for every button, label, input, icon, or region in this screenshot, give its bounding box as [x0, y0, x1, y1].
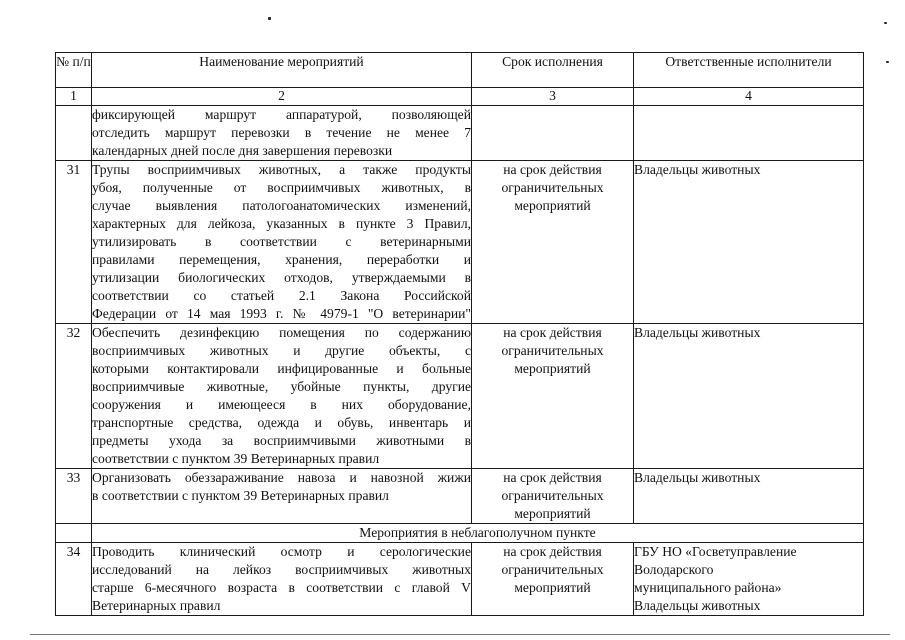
measure-description	[92, 543, 472, 616]
table-row	[56, 161, 864, 324]
row-number: 33	[56, 469, 92, 524]
row-number	[56, 106, 92, 161]
responsible-line: муниципального района»	[634, 580, 782, 595]
text-line: восприимчивых животных и другие объекты, с	[92, 343, 471, 358]
responsible-cell	[634, 543, 864, 616]
text-line: транспортные средства, одежда и обувь, инвентарь и	[92, 415, 471, 430]
section-number-cell	[56, 524, 92, 543]
column-index-row	[56, 88, 864, 106]
text-line: Организовать обеззараживание навоза и навозной жижи	[92, 470, 471, 485]
responsible-line: Владельцы животных	[634, 598, 761, 613]
table-row	[56, 324, 864, 469]
scan-speck	[886, 61, 889, 63]
term-cell	[472, 469, 634, 524]
scan-speck	[884, 22, 887, 24]
column-index: 3	[472, 88, 634, 106]
text-line: соответствии с пунктом 39 Ветеринарных правил	[92, 451, 380, 466]
section-header-row	[56, 524, 864, 543]
term-line: ограничительных	[501, 488, 604, 503]
table-row	[56, 543, 864, 616]
text-line: правилами перемещения, хранения, переработки и	[92, 252, 471, 267]
responsible-cell	[634, 324, 864, 469]
text-line: Федерации от 14 мая 1993 г. № 4979-1 "О ветеринарии"	[92, 306, 471, 321]
section-title: Мероприятия в неблагополучном пункте	[92, 524, 864, 543]
page-bottom-rule	[30, 634, 890, 635]
responsible-line: Володарского	[634, 562, 714, 577]
term-line: мероприятий	[514, 580, 591, 595]
text-line: восприимчивые животные, убойные пункты, другие	[92, 379, 471, 394]
responsible-line: Владельцы животных	[634, 162, 761, 177]
term-cell	[472, 106, 634, 161]
text-line: утилизировать в соответствии с ветеринарными	[92, 234, 471, 249]
responsible-line: Владельцы животных	[634, 470, 761, 485]
text-line: Трупы восприимчивых животных, а также продукты	[92, 162, 471, 177]
text-line: отследить маршрут перевозки в течение не менее 7	[92, 125, 471, 140]
term-line: мероприятий	[514, 198, 591, 213]
term-line: мероприятий	[514, 506, 591, 521]
table-header-row	[56, 53, 864, 88]
responsible-cell	[634, 161, 864, 324]
text-line: Ветеринарных правил	[92, 598, 221, 613]
header-term: Срок исполнения	[472, 53, 634, 88]
term-cell	[472, 543, 634, 616]
text-line: в соответствии с пунктом 39 Ветеринарных правил	[92, 488, 389, 503]
term-line: на срок действия	[503, 162, 602, 177]
term-line: мероприятий	[514, 361, 591, 376]
text-line: характерных для лейкоза, указанных в пункте 3 Правил,	[92, 216, 471, 231]
column-index: 4	[634, 88, 864, 106]
header-measure-name: Наименование мероприятий	[92, 53, 472, 88]
text-line: старше 6-месячного возраста в соответствии с главой V	[92, 580, 471, 595]
header-responsible: Ответственные исполнители	[634, 53, 864, 88]
row-number: 34	[56, 543, 92, 616]
term-cell	[472, 324, 634, 469]
row-number: 32	[56, 324, 92, 469]
table-row	[56, 469, 864, 524]
text-line: предметы ухода за восприимчивыми животными в	[92, 433, 471, 448]
text-line: исследований на лейкоз восприимчивых животных	[92, 562, 471, 577]
term-line: на срок действия	[503, 325, 602, 340]
term-cell	[472, 161, 634, 324]
term-line: на срок действия	[503, 470, 602, 485]
text-line: сооружения и имеющееся в них оборудование,	[92, 397, 471, 412]
measures-table	[55, 52, 864, 616]
measure-description	[92, 106, 472, 161]
text-line: Проводить клинический осмотр и серологические	[92, 544, 471, 559]
column-index: 2	[92, 88, 472, 106]
responsible-line: ГБУ НО «Госветуправление	[634, 544, 797, 559]
term-line: на срок действия	[503, 544, 602, 559]
row-number: 31	[56, 161, 92, 324]
text-line: Обеспечить дезинфекцию помещения по содержанию	[92, 325, 471, 340]
header-number: № п/п	[56, 53, 92, 88]
measure-description	[92, 469, 472, 524]
term-line: ограничительных	[501, 343, 604, 358]
text-line: убоя, полученные от восприимчивых животных, в	[92, 180, 471, 195]
text-line: соответствии со статьей 2.1 Закона Российской	[92, 288, 471, 303]
text-line: случае выявления патологоанатомических изменений,	[92, 198, 471, 213]
measure-description	[92, 324, 472, 469]
term-line: ограничительных	[501, 562, 604, 577]
responsible-line: Владельцы животных	[634, 325, 761, 340]
column-index: 1	[56, 88, 92, 106]
text-line: утилизации биологических отходов, утверждаемыми в	[92, 270, 471, 285]
scan-speck	[268, 17, 271, 20]
text-line: календарных дней после дня завершения перевозки	[92, 143, 393, 158]
term-line: ограничительных	[501, 180, 604, 195]
text-line: которыми контактировали инфицированные и больные	[92, 361, 471, 376]
table-row	[56, 106, 864, 161]
responsible-cell	[634, 106, 864, 161]
measure-description	[92, 161, 472, 324]
text-line: фиксирующей маршрут аппаратурой, позволяющей	[92, 107, 471, 122]
responsible-cell	[634, 469, 864, 524]
